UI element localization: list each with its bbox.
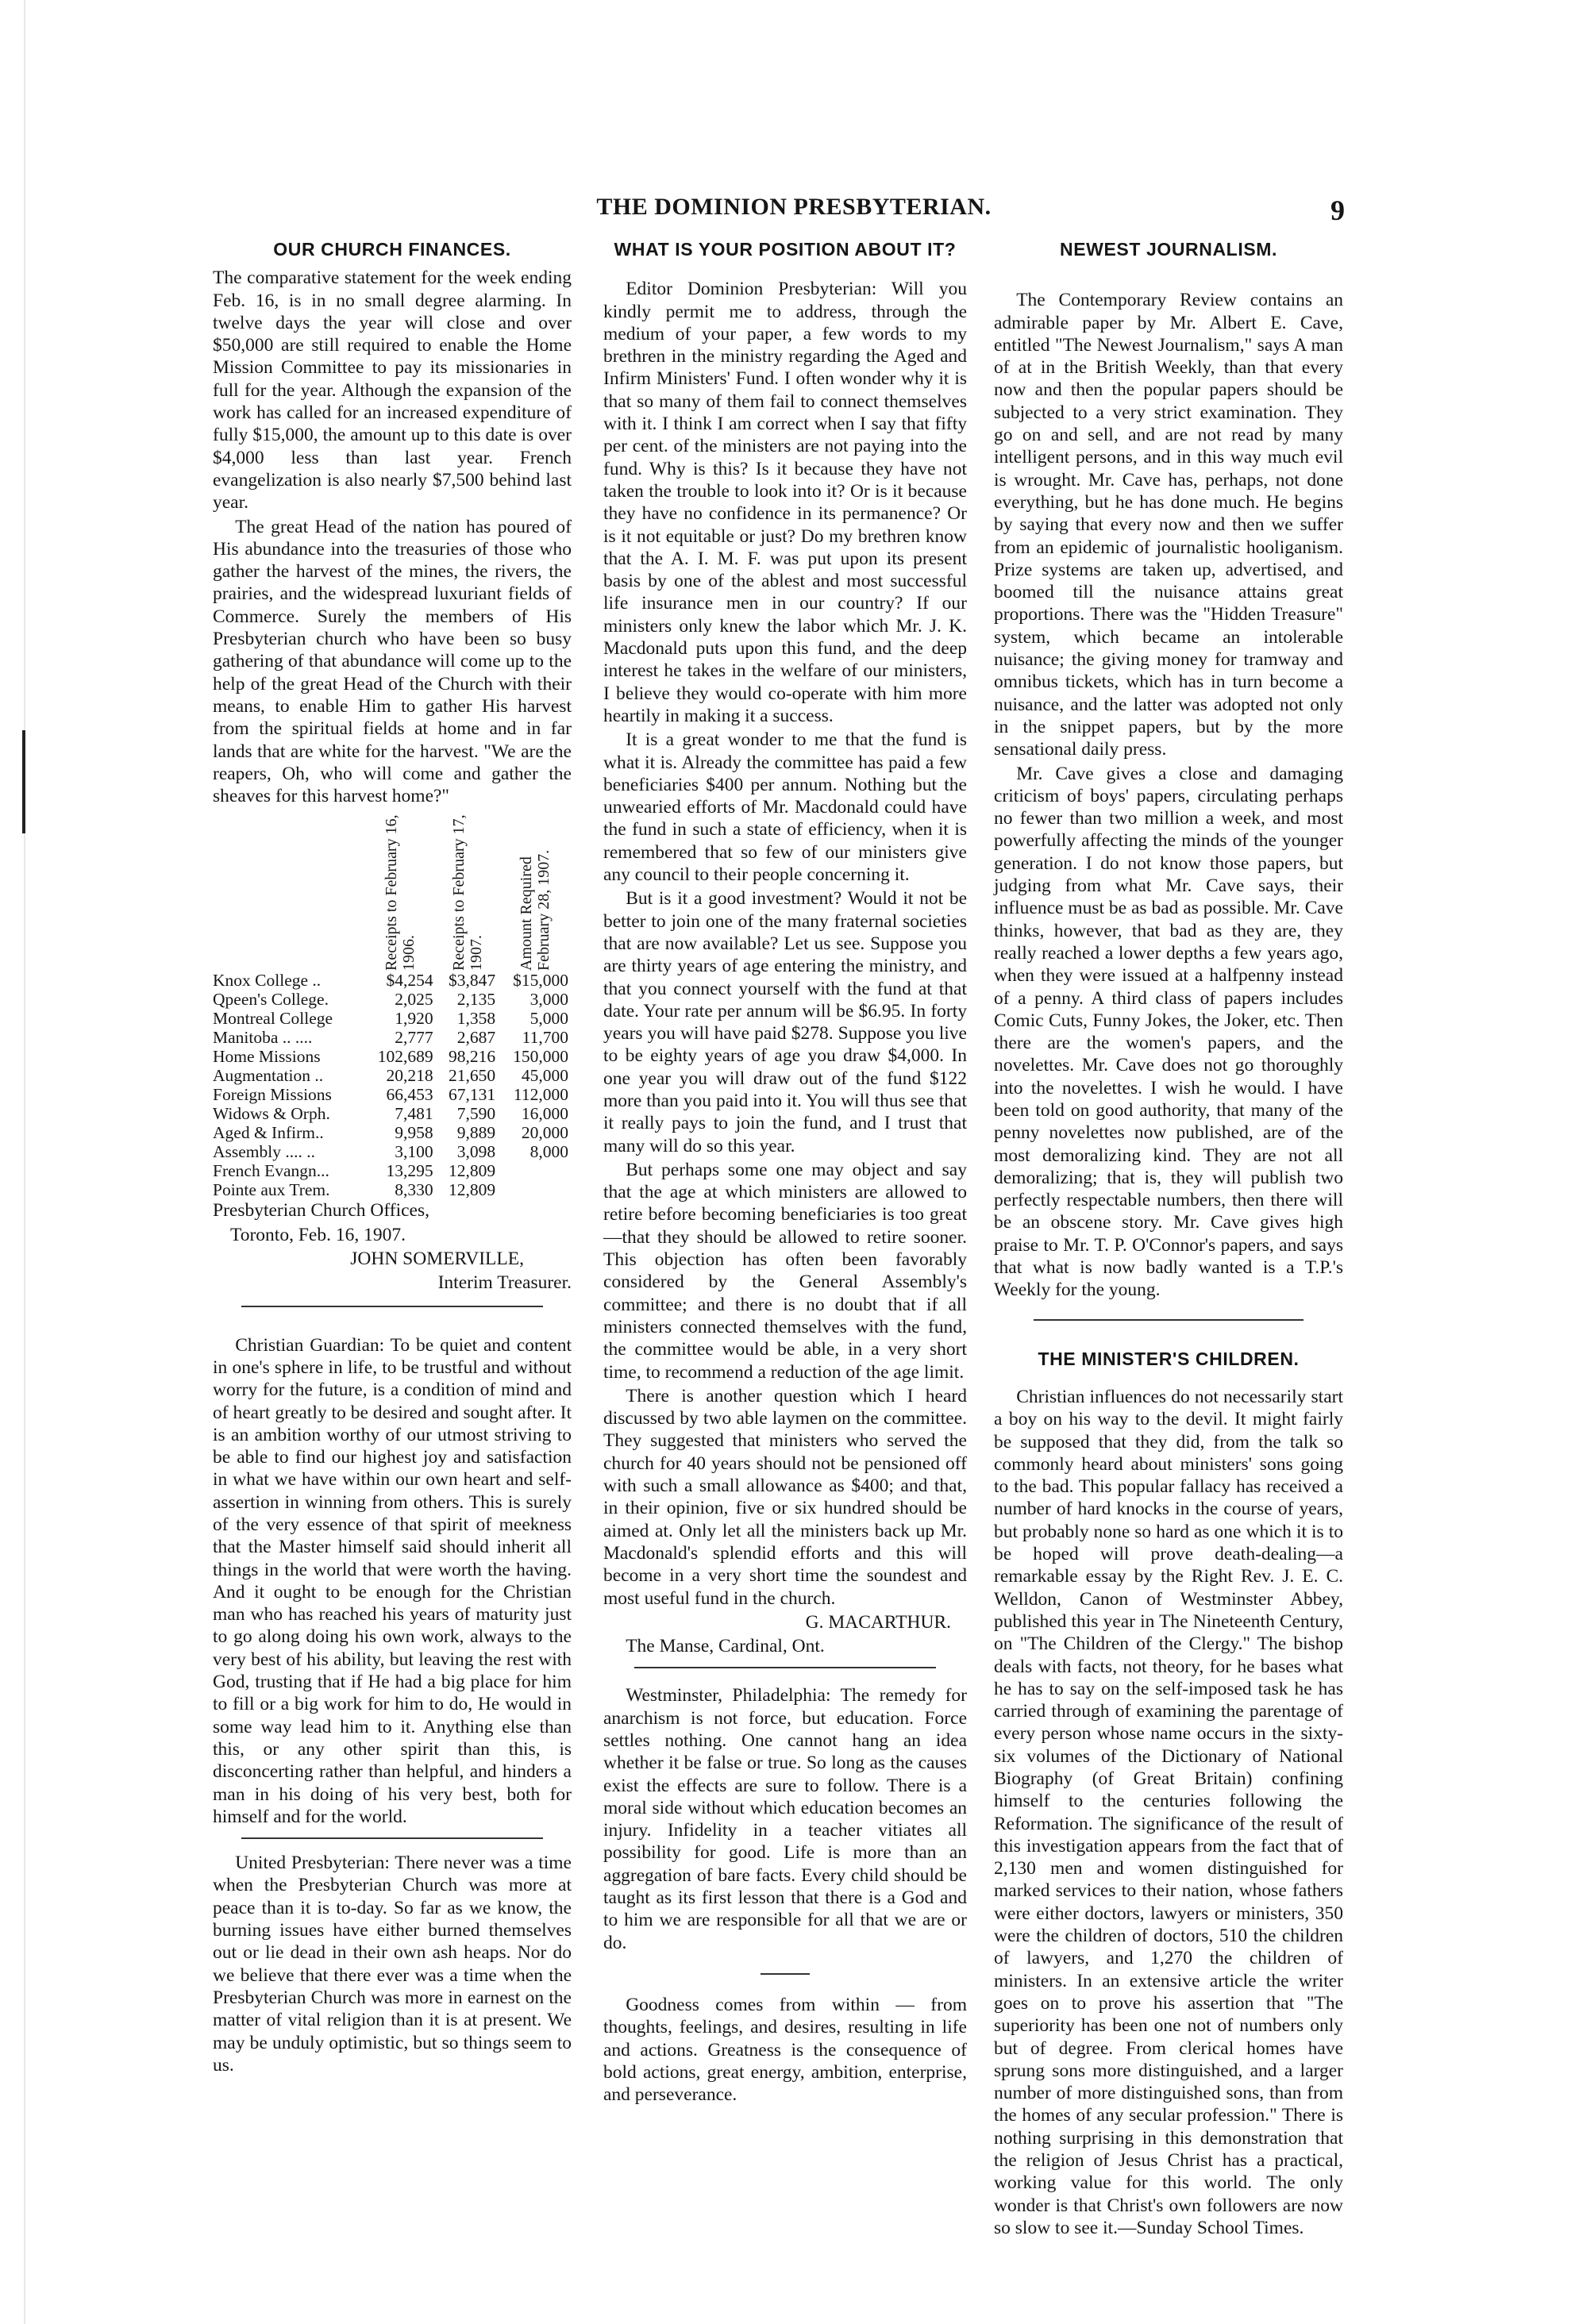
article-paragraph: Goodness comes from within — from thoughts, feelings, and desires, resulting in life and actions. Greatness is the consequence of bold actions, great energy, ambition, enterprise, and perseverance. [603, 1994, 967, 2106]
table-cell: 98,216 [449, 1047, 496, 1067]
article-title-children: THE MINISTER'S CHILDREN. [1038, 1348, 1300, 1369]
table-row [213, 1104, 572, 1123]
table-cell: $15,000 [513, 971, 568, 991]
table-cell: French Evangn... [213, 1161, 329, 1181]
article-title-church-finances: OUR CHURCH FINANCES. [273, 239, 511, 260]
table-row [213, 1180, 572, 1199]
article-paragraph: Christian influences do not necessarily start a boy on his way to the devil. It might fairly be supposed that they did, from the talk so commonly heard about ministers' sons going to the bad. This popular fallacy has received a number of hard knocks in the course of years, but probably none so hard as one which it is to be hoped will prove death-dealing—a remarkable essay by the Right Rev. J. E. C. Welldon, Canon of Westminster Abbey, published this year in The Nineteenth Century, on "The Children of the Clergy." The bishop deals with facts, not theory, for he bases what he has to say on the self-imposed task he has carried through of examining the parentage of every person whose name occurs in the sixty-six volumes of the Dictionary of National Biography (of Great Britain) confining himself to the centuries following the Reformation. The significance of the result of this investigation appears from the fact that of 2,130 men and women distinguished for marked services to their nation, whose fathers were either doctors, lawyers or ministers, 350 were the children of doctors, 510 the children of lawyers, and 1,270 the children of ministers. In an extensive article the writer goes on to prove his assertion that "The superiority has been one not of numbers only but of degree. From clerical homes have sprung sons more distinguished, and a larger number of more distinguished sons, than from the homes of any secular profession." There is nothing surprising in this demonstration that the religion of Jesus Christ has a practical, working value for this world. The only wonder is that Christ's own followers are now so slow to see it.—Sunday School Times. [994, 1386, 1343, 2238]
table-cell: 3,000 [529, 990, 568, 1010]
table-cell: 21,650 [449, 1066, 496, 1086]
page-number: 9 [1330, 194, 1345, 226]
article-paragraph: Editor Dominion Presbyterian: Will you kindly permit me to address, through the medium of your paper, a few words to my brethren in the ministry regarding the Aged and Infirm Ministers' Fund. I often wonder why it is that so many of them fail to connect themselves with it. I think I am correct when I say that fifty per cent. of the ministers are not paying into the fund. Why is this? Is it because they have not taken the trouble to look into it? Or is it because they have no confidence in its permanence? Or is it not equitable or just? Do my brethren know that the A. I. M. F. was put upon its present basis by one of the ablest and most successful life insurance men in our country? If our ministers only knew the labor which Mr. J. K. Macdonald puts upon this fund, and the deep interest he takes in the welfare of our ministers, I believe they would co-operate with him more heartily in making it a success. [603, 279, 967, 726]
table-row [213, 1085, 572, 1104]
table-cell: Montreal College [213, 1009, 333, 1029]
table-cell [499, 1180, 572, 1199]
page-header: THE DOMINION PRESBYTERIAN. [596, 194, 992, 220]
table-cell: 2,687 [456, 1028, 496, 1048]
table-cell: 2,777 [395, 1028, 433, 1048]
table-cell: $4,254 [386, 971, 433, 991]
table-cell: 67,131 [449, 1085, 496, 1105]
table-cell: $3,847 [449, 971, 496, 991]
table-row [213, 1047, 572, 1066]
table-cell: 11,700 [522, 1028, 568, 1048]
article-paragraph: Mr. Cave gives a close and damaging criticism of boys' papers, circulating perhaps no fewer than two million a week, and most powerfully affecting the minds of the younger generation. I do not know those papers, but judging from what Mr. Cave says, their influence must be as bad as possible. Mr. Cave thinks, however, that bad as they are, they really reached a lower depths a few years ago, when they were issued at a halfpenny instead of a penny. A third class of papers includes Comic Cuts, Funny Jokes, the Joker, etc. Then there are the women's papers, and the novelettes. Mr. Cave does not go thoroughly into the novelettes. I wish he would. I have been told on good authority, that many of the penny novelettes now published, are of the most demoralizing kind. They are not all demoralizing; that is, they will publish two perfectly respectable numbers, then there will be an obscene story. Mr. Cave gives high praise to Mr. T. P. O'Connor's papers, and says that what is now badly wanted is a T.P.'s Weekly for the young. [994, 763, 1343, 1301]
signature-role: Interim Treasurer. [437, 1272, 572, 1294]
article-paragraph: But perhaps some one may object and say that the age at which ministers are allowed to retire before becoming beneficiaries is too great—that they should be allowed to retire sooner. This objection has often been favorably considered by the General Assembly's committee; and there is no doubt that if all ministers connected themselves with the fund, the committee would be able, in a very short time, to recommend a reduction of the age limit. [603, 1159, 967, 1383]
article-title-position: WHAT IS YOUR POSITION ABOUT IT? [614, 239, 957, 260]
section-divider [761, 1973, 810, 1975]
finance-table [213, 812, 572, 1199]
binding-mark [22, 730, 25, 833]
table-header: Receipts to February 16, 1906. [382, 814, 418, 972]
table-cell: Aged & Infirm.. [213, 1123, 324, 1143]
table-cell [499, 1161, 572, 1180]
article-paragraph: The great Head of the nation has poured of His abundance into the treasuries of those who gather the harvest of the mines, the rivers, the prairies, and the widespread luxuriant fields of Commerce. Surely the members of His Presbyterian church who have been so busy gathering of that abundance will come up to the help of the great Head of the Church with their means, to enable Him to gather His harvest from the spiritual fields at home and in far lands that are white for the harvest. "We are the reapers, Oh, who will come and gather the sheaves for this harvest home?" [213, 516, 572, 807]
column-left [213, 238, 572, 2078]
page-edge-shadow [24, 0, 25, 2324]
table-row [213, 1142, 572, 1161]
section-divider [1034, 1319, 1304, 1321]
signature-name: JOHN SOMERVILLE, [350, 1249, 524, 1270]
table-cell: Widows & Orph. [213, 1104, 330, 1124]
table-cell: 5,000 [529, 1009, 568, 1029]
table-row [213, 1028, 572, 1047]
article-paragraph: There is another question which I heard discussed by two able laymen on the committee. They suggested that ministers who served the church for 40 years should not be pensioned off with such a small allowance as $400; and that, in their opinion, five or six hundred should be aimed at. Only let all the ministers back up Mr. Macdonald's splendid efforts and this will become in a very short time the soundest and most useful fund in the church. [603, 1385, 967, 1609]
table-cell: 112,000 [513, 1085, 568, 1105]
column-right [994, 238, 1343, 2241]
section-divider [241, 1837, 543, 1839]
table-cell: 20,000 [521, 1123, 568, 1143]
table-cell: 16,000 [521, 1104, 568, 1124]
table-row [213, 1123, 572, 1142]
table-cell: Augmentation .. [213, 1066, 324, 1086]
table-cell: 66,453 [386, 1085, 433, 1105]
signature-place: The Manse, Cardinal, Ont. [626, 1636, 825, 1657]
table-cell: 2,135 [456, 990, 496, 1010]
article-paragraph: Christian Guardian: To be quiet and content in one's sphere in life, to be trustful and without worry for the future, is a condition of mind and of heart greatly to be desired and sought after. It is an ambition worthy of our utmost striving to be able to find our highest joy and satisfaction in what we have within our own heart and self-assertion in winning from others. This is surely of the very essence of that spirit of meekness that the Master himself said should inherit all things in the world that were worth the having. And it ought to be enough for the Christian man who has reached his years of maturity just to go along doing his own work, always to the very best of his ability, but leaving the rest with God, trusting that if He had a big place for him to fill or a big work for him to do, He would in some way lead him to it. Anything else than this, or any other spirit than this, is disconcerting rather than helpful, and hinders a man in his doing of his very best, both for himself and for the world. [213, 1334, 572, 1827]
article-paragraph: Westminster, Philadelphia: The remedy for anarchism is not force, but education. Force settles nothing. One cannot hang an idea whether it be false or true. So long as the causes exist the effects are sure to follow. There is a moral side without which education becomes an injury. Infidelity in a teacher vitiates all possibility for good. Life is more than an aggregation of bare facts. Every child should be taught as its first lesson that there is a God and to him we are responsible for all that we are or do. [603, 1685, 967, 1953]
table-cell: 20,218 [386, 1066, 433, 1086]
signature-line: Toronto, Feb. 16, 1907. [230, 1224, 406, 1245]
table-cell: 45,000 [521, 1066, 568, 1086]
article-paragraph: It is a great wonder to me that the fund is what it is. Already the committee has paid a few beneficiaries $400 per annum. Nothing but the unwearied efforts of Mr. Macdonald could have the fund in such a state of efficiency, when it is remembered that so few of our ministers give any council to their people concerning it. [603, 729, 967, 886]
table-cell: 2,025 [395, 990, 433, 1010]
table-row [213, 1161, 572, 1180]
table-header-row [213, 812, 572, 971]
article-paragraph: But is it a good investment? Would it not be better to join one of the many fraternal societies that are now available? Let us see. Suppose you are thirty years of age entering the ministry, and that you connect yourself with the fund at that date. Your rate per annum will be $6.95. In forty years you will have paid $278. Suppose you live to be eighty years of age you draw $4,000. In one year you will draw out of the fund $122 more than you paid into it. You will thus see that it really pays to join the fund, and I trust that many will do so this year. [603, 888, 967, 1156]
column-middle [603, 238, 967, 2107]
table-cell: Assembly .... .. [213, 1142, 315, 1162]
table-cell: 150,000 [513, 1047, 568, 1067]
table-header: Amount Required February 28, 1907. [518, 850, 553, 972]
table-cell: 3,100 [395, 1142, 433, 1162]
table-cell: 9,958 [395, 1123, 433, 1143]
table-cell: 12,809 [449, 1161, 496, 1181]
table-cell: 12,809 [449, 1180, 496, 1200]
table-cell: 9,889 [456, 1123, 496, 1143]
section-divider [241, 1306, 543, 1307]
table-cell: Foreign Missions [213, 1085, 332, 1105]
table-cell: 8,000 [529, 1142, 568, 1162]
article-paragraph: United Presbyterian: There never was a time when the Presbyterian Church was more at peace than it is to-day. So far as we know, the burning issues have either burned themselves out or lie dead in their own ash heaps. Nor do we believe that there ever was a time when the Presbyterian Church was more in earnest on the matter of vital religion than it is at present. We may be unduly optimistic, but so things seem to us. [213, 1853, 572, 2076]
table-cell: Qpeen's College. [213, 990, 329, 1010]
table-cell: 3,098 [456, 1142, 496, 1162]
signature-name: G. MACARTHUR. [805, 1611, 951, 1633]
table-cell: 1,920 [395, 1009, 433, 1029]
table-cell: Home Missions [213, 1047, 321, 1067]
article-title-journalism: NEWEST JOURNALISM. [1059, 239, 1278, 260]
table-header: Receipts to February 17, 1907. [449, 814, 485, 972]
table-cell: 1,358 [456, 1009, 496, 1029]
article-paragraph: The Contemporary Review contains an admirable paper by Mr. Albert E. Cave, entitled "The Newest Journalism," says A man of at in the British Weekly, than that every now and then the popular papers should be subjected to a very strict examination. They go on and sell, and are not read by many intelligent persons, and in this way much evil is wrought. Mr. Cave has, perhaps, not done everything, but he has done much. He begins by saying that every now and then we suffer from an epidemic of journalistic hooliganism. Prize systems are taken up, advertised, and boomed till the nuisance attains great proportions. There was the "Hidden Treasure" system, which became an intolerable nuisance; the giving money for tramway and omnibus tickets, which has in turn become a nuisance, and the latter was adopted not only in the snippet papers, but by the more sensational daily press. [994, 290, 1343, 760]
table-cell: Pointe aux Trem. [213, 1180, 330, 1200]
table-cell: Manitoba .. .... [213, 1028, 313, 1048]
table-row [213, 990, 572, 1009]
article-paragraph: The comparative statement for the week ending Feb. 16, is in no small degree alarming. In twelve days the year will close and over $50,000 are still required to enable the Home Mission Committee to pay its missionaries in full for the year. Although the expansion of the work has called for an increased expenditure of fully $15,000, the amount up to this date is over $4,000 less than last year. French evangelization is also nearly $7,500 behind last year. [213, 267, 572, 514]
table-row [213, 1066, 572, 1085]
table-header-blank [213, 812, 364, 971]
table-row [213, 1009, 572, 1028]
table-cell: 8,330 [395, 1180, 433, 1200]
table-row [213, 971, 572, 990]
table-cell: 7,590 [456, 1104, 496, 1124]
table-cell: 7,481 [395, 1104, 433, 1124]
table-cell: 13,295 [386, 1161, 433, 1181]
signature-line: Presbyterian Church Offices, [213, 1200, 430, 1222]
table-cell: Knox College .. [213, 971, 322, 991]
section-divider [634, 1667, 936, 1668]
table-cell: 102,689 [377, 1047, 433, 1067]
